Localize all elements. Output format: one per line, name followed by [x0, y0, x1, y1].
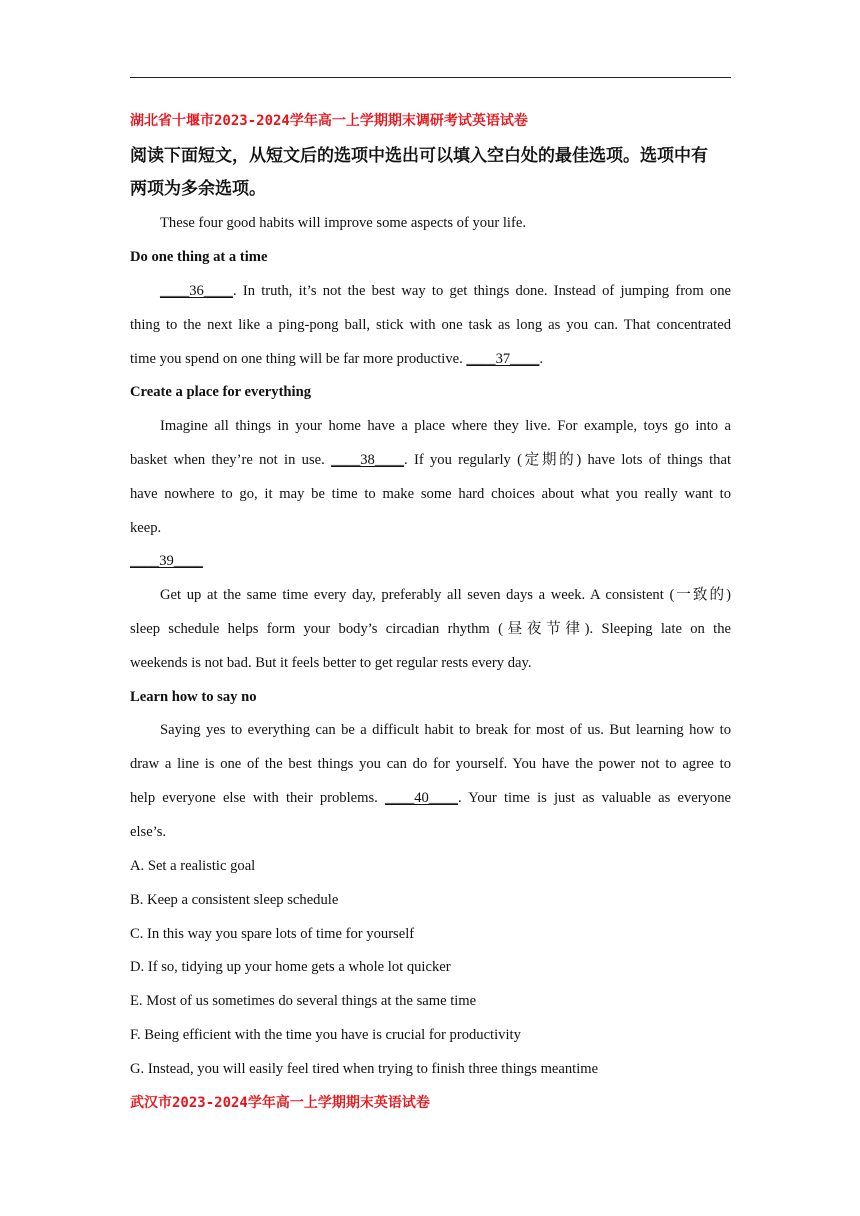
blank-38[interactable]: ____38____	[331, 452, 405, 468]
instructions-line-1: 阅读下面短文，从短文后的选项中选出可以填入空白处的最佳选项。选项中有	[130, 146, 708, 166]
paragraph-line: sleep schedule helps form your body’s circadian rhythm (昼夜节律). Sleeping late on the	[130, 621, 731, 637]
paragraph-line: draw a line is one of the best things you can do for yourself. You have the power not to agree to	[130, 756, 731, 772]
paragraph-line: keep.	[130, 520, 162, 536]
instructions-line-2: 两项为多余选项。	[130, 179, 266, 199]
blank-37[interactable]: ____37____	[466, 351, 540, 367]
blank-39[interactable]: ____39____	[130, 553, 203, 569]
blank-40[interactable]: ____40____	[385, 790, 458, 806]
option-d: D. If so, tidying up your home gets a whole lot quicker	[130, 959, 451, 975]
text-span: help everyone else with their problems.	[130, 790, 385, 806]
option-e: E. Most of us sometimes do several things at the same time	[130, 993, 477, 1009]
heading-say-no: Learn how to say no	[130, 689, 257, 705]
blank-36[interactable]: ____36____	[160, 283, 233, 299]
paragraph-line: Saying yes to everything can be a difficult habit to break for most of us. But learning how to	[160, 722, 731, 738]
heading-blank-39	[130, 552, 731, 570]
option-a: A. Set a realistic goal	[130, 858, 256, 874]
exam-title: 湖北省十堰市2023-2024学年高一上学期期末调研考试英语试卷	[130, 113, 528, 129]
text-span: . If you regularly (定期的) have lots of things that	[404, 452, 731, 468]
paragraph-line	[130, 451, 731, 469]
header-rule	[130, 77, 731, 78]
paragraph-line: thing to the next like a ping-pong ball, stick with one task as long as you can. That concentrated	[130, 317, 731, 333]
text-span: . In truth, it’s not the best way to get things done. Instead of jumping from one	[232, 283, 731, 299]
option-b: B. Keep a consistent sleep schedule	[130, 892, 339, 908]
text-span: basket when they’re not in use.	[130, 452, 332, 468]
text-span: . Your time is just as valuable as everyone	[457, 790, 731, 806]
paragraph-line: Get up at the same time every day, preferably all seven days a week. A consistent (一致的)	[160, 587, 731, 603]
paragraph-line	[160, 282, 731, 300]
heading-create-place: Create a place for everything	[130, 384, 312, 400]
paragraph-line	[130, 350, 731, 368]
paragraph-line	[130, 789, 731, 807]
paragraph-line: else’s.	[130, 824, 167, 840]
heading-do-one-thing: Do one thing at a time	[130, 249, 268, 265]
next-exam-title: 武汉市2023-2024学年高一上学期期末英语试卷	[130, 1095, 430, 1111]
passage-intro: These four good habits will improve some aspects of your life.	[160, 215, 526, 231]
paragraph-line: have nowhere to go, it may be time to make some hard choices about what you really want to	[130, 486, 731, 502]
paragraph-line: weekends is not bad. But it feels better to get regular rests every day.	[130, 655, 532, 671]
option-g: G. Instead, you will easily feel tired when trying to finish three things meantime	[130, 1061, 599, 1077]
text-span: time you spend on one thing will be far more productive.	[130, 351, 467, 367]
option-f: F. Being efficient with the time you have is crucial for productivity	[130, 1027, 521, 1043]
option-c: C. In this way you spare lots of time for yourself	[130, 926, 415, 942]
paragraph-line: Imagine all things in your home have a place where they live. For example, toys go into a	[160, 418, 731, 434]
text-span: .	[539, 351, 544, 367]
